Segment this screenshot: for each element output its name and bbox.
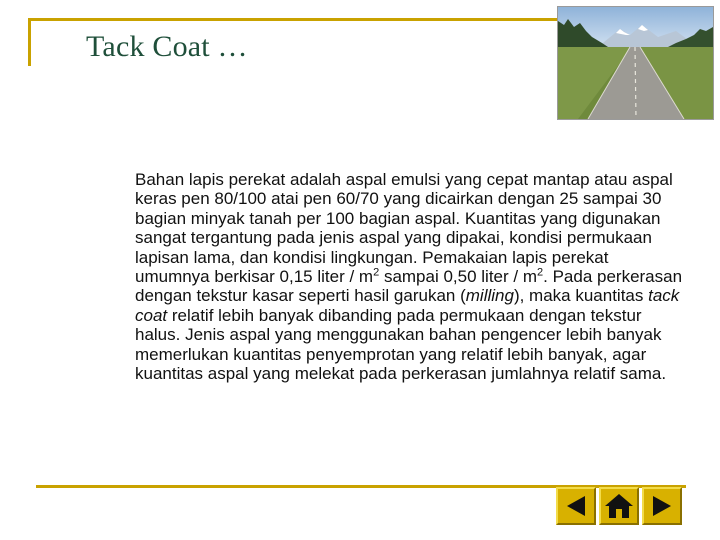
frame-left-line bbox=[28, 18, 31, 66]
tack-coat-term: tack coat bbox=[135, 286, 680, 325]
previous-slide-button[interactable] bbox=[556, 487, 596, 525]
frame-top-line bbox=[28, 18, 560, 21]
slide-navigation bbox=[556, 487, 682, 525]
arrow-left-icon bbox=[563, 493, 589, 519]
slide-title: Tack Coat … bbox=[86, 30, 248, 63]
milling-term: milling bbox=[465, 286, 514, 306]
home-icon bbox=[604, 492, 634, 520]
highway-photo bbox=[557, 6, 714, 120]
slide-body-text: Bahan lapis perekat adalah aspal emulsi yang cepat mantap atau aspal keras pen 80/100 atai pen 60/70 yang dicairkan dengan 25 sampai 30 bagian minyak tanah per 100 bagian aspal. Kuantitas yang digunakan sangat tergantung pada jenis aspal yang dipakai, kondisi permukaan lapisan lama, dan kondisi lingkungan. Pemakaian lapis perekat umumnya berkisar 0,15 liter / $m^2$ sampai 0,50 liter / $m^2$. Pada perkerasan dengan tekstur kasar seperti hasil garukan (milling), maka kuantitas tack coat relatif lebih banyak dibanding pada permukaan dengan tekstur halus. Jenis aspal yang menggunakan bahan pengencer lebih banyak memerlukan kuantitas penyemprotan yang relatif lebih banyak, agar kuantitas aspal yang melekat pada perkerasan jumlahnya relatif sama. bbox=[135, 170, 683, 384]
arrow-right-icon bbox=[649, 493, 675, 519]
home-button[interactable] bbox=[599, 487, 639, 525]
next-slide-button[interactable] bbox=[642, 487, 682, 525]
